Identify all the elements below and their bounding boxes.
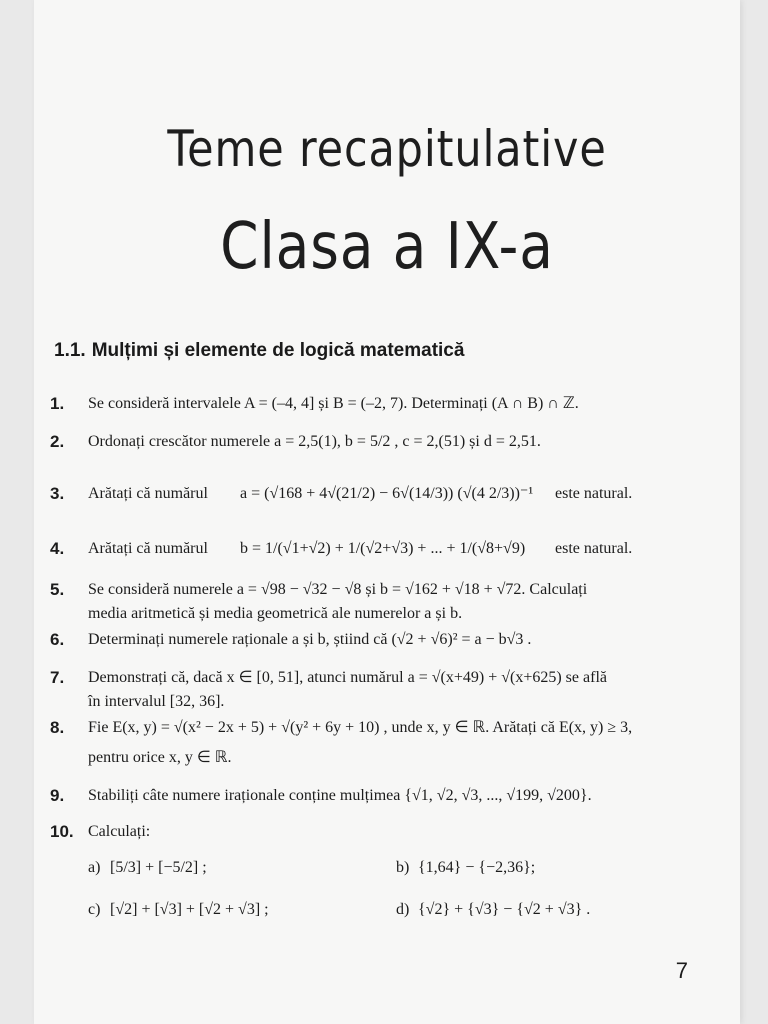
problem-text: Fie E(x, y) = √(x² − 2x + 5) + √(y² + 6y + 10) , unde x, y ∈ ℝ. Arătați că E(x, y) ≥ 3, — [88, 719, 633, 736]
section-number: 1.1. — [54, 340, 86, 361]
problem-number: 8. — [50, 718, 65, 737]
problem-text: Arătați că numărul — [88, 540, 208, 557]
problem-text-line-2: media aritmetică și media geometrică ale numerelor a și b. — [88, 605, 463, 622]
subitem-text: [5/3] + [−5/2] ; — [110, 859, 207, 876]
problem-number: 3. — [50, 484, 65, 503]
problem-text: Ordonați crescător numerele a = 2,5(1), b = 5/2 , c = 2,(51) și d = 2,51. — [88, 433, 541, 450]
problem-number: 7. — [50, 668, 65, 687]
problem-number: 1. — [50, 394, 65, 413]
problem-text: Calculați: — [88, 823, 151, 840]
problem-number: 6. — [50, 630, 65, 649]
subitem-text: {1,64} − {−2,36}; — [418, 859, 536, 876]
problem-10 — [50, 820, 710, 930]
problem-formula: a = (√168 + 4√(21/2) − 6√(14/3)) (√(4 2/3))⁻¹ — [240, 485, 534, 502]
problem-number: 4. — [50, 539, 65, 558]
section-title: Mulțimi și elemente de logică matematică — [91, 340, 465, 361]
problem-text-after: este natural. — [555, 540, 633, 557]
problem-text-line-2: în intervalul [32, 36]. — [88, 693, 225, 710]
subitem-label: b) — [396, 859, 410, 876]
subitem-text: [√2] + [√3] + [√2 + √3] ; — [110, 901, 269, 918]
problem-text: Stabiliți câte numere iraționale conține mulțimea {√1, √2, √3, ..., √199, √200}. — [88, 787, 592, 804]
section-heading — [54, 340, 464, 362]
problem-number: 9. — [50, 786, 65, 805]
subitem-label: a) — [88, 859, 101, 876]
title-line-2: Clasa a IX-a — [220, 210, 554, 284]
problem-text: Arătați că numărul — [88, 485, 208, 502]
problem-number: 10. — [50, 822, 74, 841]
problem-text-after: este natural. — [555, 485, 633, 502]
subitem-label: c) — [88, 901, 101, 918]
problem-number: 5. — [50, 580, 65, 599]
problem-text: Determinați numerele raționale a și b, știind că (√2 + √6)² = a − b√3 . — [88, 631, 532, 648]
problem-text: Se consideră intervalele A = (–4, 4] și B = (–2, 7). Determinați (A ∩ B) ∩ ℤ. — [88, 395, 579, 412]
problem-formula: b = 1/(√1+√2) + 1/(√2+√3) + ... + 1/(√8+√9) — [240, 540, 526, 557]
problem-text: Demonstrați că, dacă x ∈ [0, 51], atunci numărul a = √(x+49) + √(x+625) se află — [88, 669, 607, 686]
page-number: 7 — [675, 958, 688, 983]
subitem-text: {√2} + {√3} − {√2 + √3} . — [418, 901, 591, 918]
title-line-1: Teme recapitulative — [167, 120, 607, 178]
problem-text-line-2: pentru orice x, y ∈ ℝ. — [88, 749, 232, 766]
problem-number: 2. — [50, 432, 65, 451]
problem-text: Se consideră numerele a = √98 − √32 − √8 și b = √162 + √18 + √72. Calculați — [88, 581, 588, 598]
subitem-label: d) — [396, 901, 410, 918]
book-page — [34, 0, 740, 1024]
